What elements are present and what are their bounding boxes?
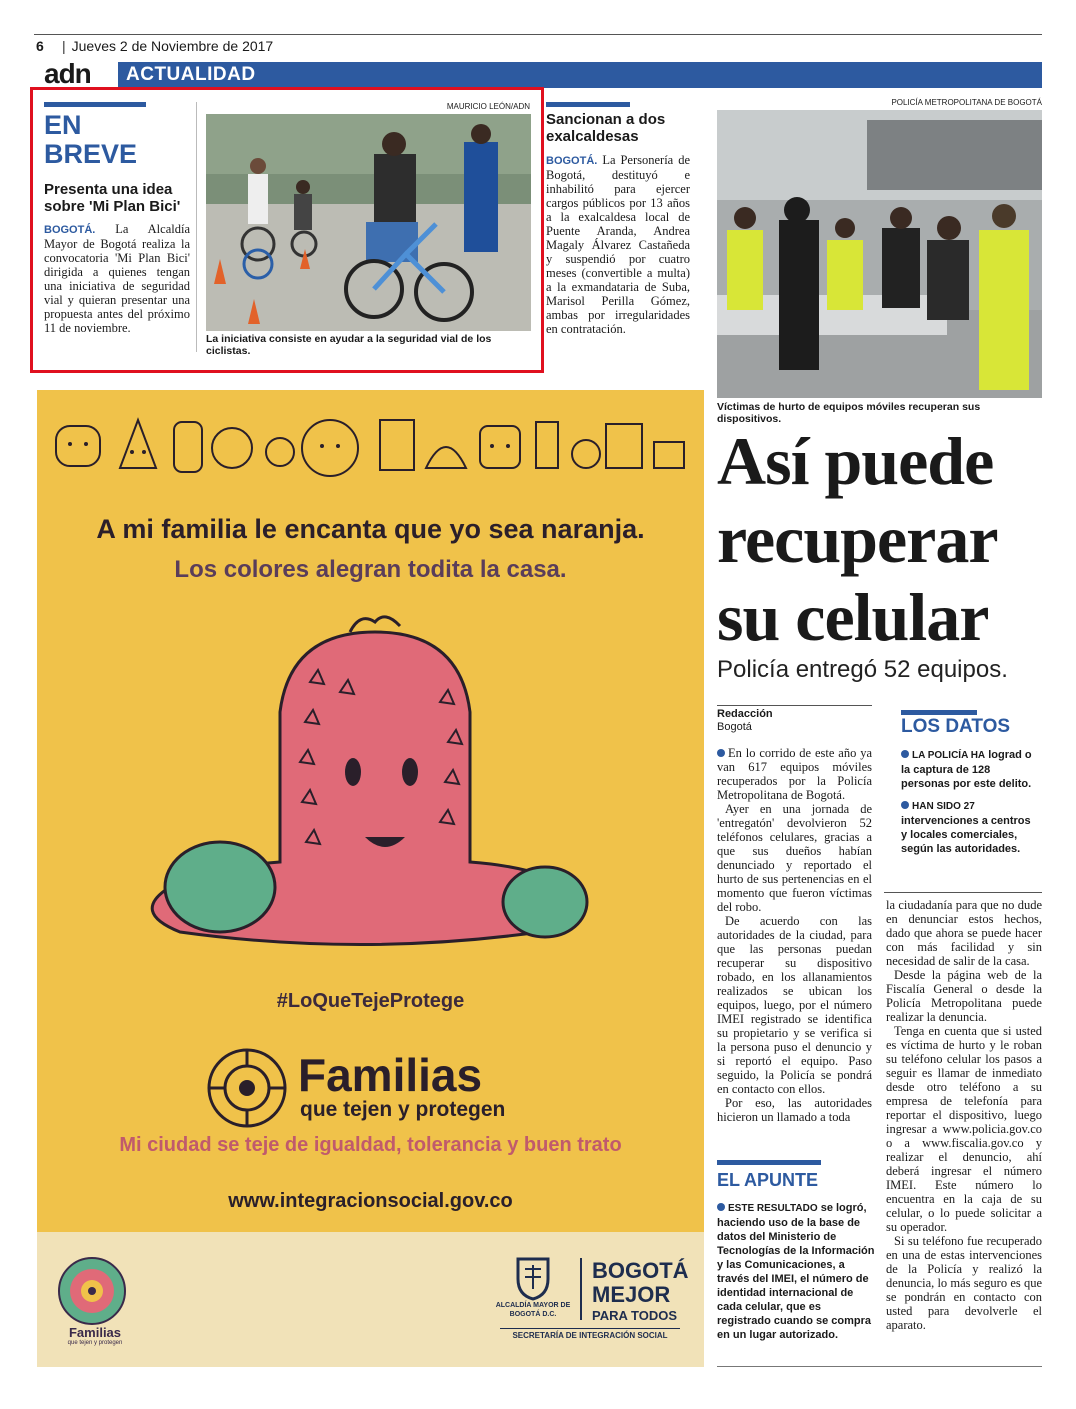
bogota-text: BOGOTÁ — [592, 1258, 689, 1283]
los-datos-title: LOS DATOS — [901, 716, 1011, 737]
logo-divider — [580, 1258, 582, 1320]
en-breve-title-2: BREVE — [44, 139, 138, 169]
familias-logo-text: Familias — [68, 1325, 122, 1340]
adn-logo: adn — [44, 58, 91, 89]
section-title: ACTUALIDAD — [126, 64, 256, 85]
datos-lead-1: LA POLICÍA HA — [912, 750, 986, 761]
ad-hashtag: #LoQueTejeProtege — [276, 990, 465, 1012]
familias-logo-tagline: que tejen y protegen — [67, 1340, 123, 1346]
breve-text: La Alcaldía Mayor de Bogotá realiza la convocatoria 'Mi Plan Bici' dirigida a quienes tengan una iniciativa de seguridad vial y quieran presentar una propuesta antes del próximo 11 de noviembre. — [44, 222, 190, 335]
paragraph: En lo corrido de este año ya van 617 equipos móviles recuperados por la Policía Metropolitana de Bogotá. — [717, 746, 872, 802]
datos-rule — [884, 892, 1042, 893]
bottom-rule — [717, 1366, 1042, 1367]
alcaldia-text: ALCALDÍA MAYOR DE BOGOTÁ D.C. — [495, 1302, 571, 1318]
bullet-icon — [901, 750, 909, 758]
datos-text-2: intervenciones a centros y locales comerciales, según las autoridades. — [901, 815, 1031, 855]
column-divider — [196, 102, 197, 352]
mejor-text: MEJOR — [592, 1282, 671, 1307]
photo-caption: La iniciativa consiste en ayudar a la seguridad vial de los ciclistas. — [206, 333, 492, 357]
paragraph: De acuerdo con las autoridades de la ciudad, para que las personas puedan recuperar su dispositivo robado, en los allanamientos realizados se ubican los equipos, luego, por el número IMEI registrado se identifica su propietario y se verifica si la persona puso el denuncio y si reportó el equipo. Paso seguido, la Policía se pondrá en contacto con ellos. — [717, 914, 872, 1096]
sancionan-body — [546, 153, 690, 336]
secretaria-text: SECRETARÍA DE INTEGRACIÓN SOCIAL — [500, 1328, 680, 1340]
photo-credit-police: POLICÍA METROPOLITANA DE BOGOTÁ — [891, 98, 1042, 107]
breve-tick — [44, 102, 146, 107]
bullet-icon — [717, 1203, 725, 1211]
page-number: 6 — [36, 38, 44, 54]
datos-text-1: lograd o la captura de 128 personas por este delito. — [901, 749, 1032, 790]
paragraph: Si su teléfono fue recuperado en una de estas intervenciones de la Policía y realizó la denuncia, lo más seguro es que se pondrán en contacto con usted para devolverle el aparato. — [886, 1234, 1042, 1332]
apunte-text: se logró, haciendo uso de la base de datos del Ministerio de Tecnologías de la Información y las Comunicaciones, a través del IMEI, el número de identidad internacional de cada celular, que es registrado cuando se compra en un lugar autorizado. — [717, 1202, 875, 1341]
bullet-icon — [717, 749, 725, 757]
sancionan-headline: Sancionan a dos exalcaldesas — [546, 111, 666, 145]
sancionan-text: La Personería de Bogotá, destituyó e inhabilitó para ejercer cargos públicos por 13 años a la exalcaldesa local de Puente Aranda, Andrea Magaly Álvarez Castañeda y suspendió por cuatro meses (convertible a multa) a la exmandataria de Suba, Marisol Perilla Gómez, ambas por irregularidades en contratación. — [546, 153, 690, 336]
mandala-logo-icon — [204, 1045, 290, 1131]
header-rule — [34, 34, 1042, 35]
apunte-tick — [717, 1160, 821, 1165]
ad-subheadline: Los colores alegran todita la casa. — [174, 556, 567, 583]
paragraph: Por eso, las autoridades hicieron un llamado a toda — [717, 1096, 872, 1124]
el-apunte-body — [717, 1201, 875, 1342]
ad-headline: A mi familia le encanta que yo sea naranja. — [96, 514, 645, 544]
pink-cactus-character-icon — [110, 612, 610, 982]
ad-brand-name: Familias — [298, 1049, 483, 1101]
en-breve-title: EN — [44, 110, 82, 140]
para-todos-text: PARA TODOS — [592, 1308, 677, 1323]
main-subheadline: Policía entregó 52 equipos. — [717, 656, 1008, 683]
sanc-tick — [546, 102, 630, 107]
cyclists-photo — [206, 114, 531, 331]
photo-credit: MAURICIO LEÓN/ADN — [446, 102, 530, 111]
bogota-shield-icon — [510, 1255, 556, 1301]
story-column-2 — [886, 898, 1042, 1332]
paragraph: Ayer en una jornada de 'entregatón' devolvieron 52 teléfonos celulares, gracias a que sus dueños habían denunciado y reportado el hurto de sus pertenencias en el momento que fueron víctimas del robo. — [717, 802, 872, 914]
datos-lead-2: HAN SIDO 27 — [912, 801, 975, 812]
section-bar — [118, 62, 1042, 88]
knitted-characters-icon — [50, 412, 690, 482]
ad-brand-tagline: que tejen y protegen — [300, 1098, 506, 1121]
breve-headline: Presenta una idea sobre 'Mi Plan Bici' — [44, 181, 181, 215]
breve-lead: BOGOTÁ. — [44, 224, 96, 236]
byline-rule — [717, 705, 872, 706]
ad-slogan: Mi ciudad se teje de igualdad, tolerancia y buen trato — [119, 1134, 622, 1156]
police-photo — [717, 110, 1042, 398]
story-column-1 — [717, 746, 872, 1124]
byline-place: Bogotá — [717, 721, 752, 733]
byline-name: Redacción — [717, 708, 773, 720]
ad-url: www.integracionsocial.gov.co — [228, 1190, 513, 1212]
main-headline: Así puede recuperar su celular — [717, 423, 997, 655]
breve-body — [44, 222, 190, 335]
familias-mandala-icon — [56, 1255, 128, 1327]
paragraph: la ciudadanía para que no dude en denunciar estos hechos, dado que ahora se puede hacer con más facilidad y sin necesidad de salir de la casa. — [886, 898, 1042, 968]
page-date: | Jueves 2 de Noviembre de 2017 — [62, 38, 273, 54]
bullet-icon — [901, 801, 909, 809]
el-apunte-title: EL APUNTE — [717, 1170, 819, 1190]
paragraph: Tenga en cuenta que si usted es víctima de hurto y le roban su teléfono celular los pasos a seguir es llamar de inmediato desde otro teléfono a su empresa de telefonía para reportar el dispositivo, luego ingresar a www.policia.gov.co o a www.fiscalia.gov.co y realizar el denuncio, ahí deberá ingresar el número IMEI. Este número lo encuentra en la caja de su celular, o lo puede solicitar a su operador. — [886, 1024, 1042, 1234]
los-datos-body — [901, 748, 1033, 856]
paragraph: Desde la página web de la Fiscalía General o desde la Policía Metropolitana puede realizar la denuncia. — [886, 968, 1042, 1024]
photo-caption-police: Víctimas de hurto de equipos móviles recuperan sus dispositivos. — [717, 401, 981, 425]
sancionan-lead: BOGOTÁ. — [546, 155, 598, 167]
apunte-lead: ESTE RESULTADO — [728, 1203, 818, 1214]
datos-tick — [901, 710, 977, 715]
